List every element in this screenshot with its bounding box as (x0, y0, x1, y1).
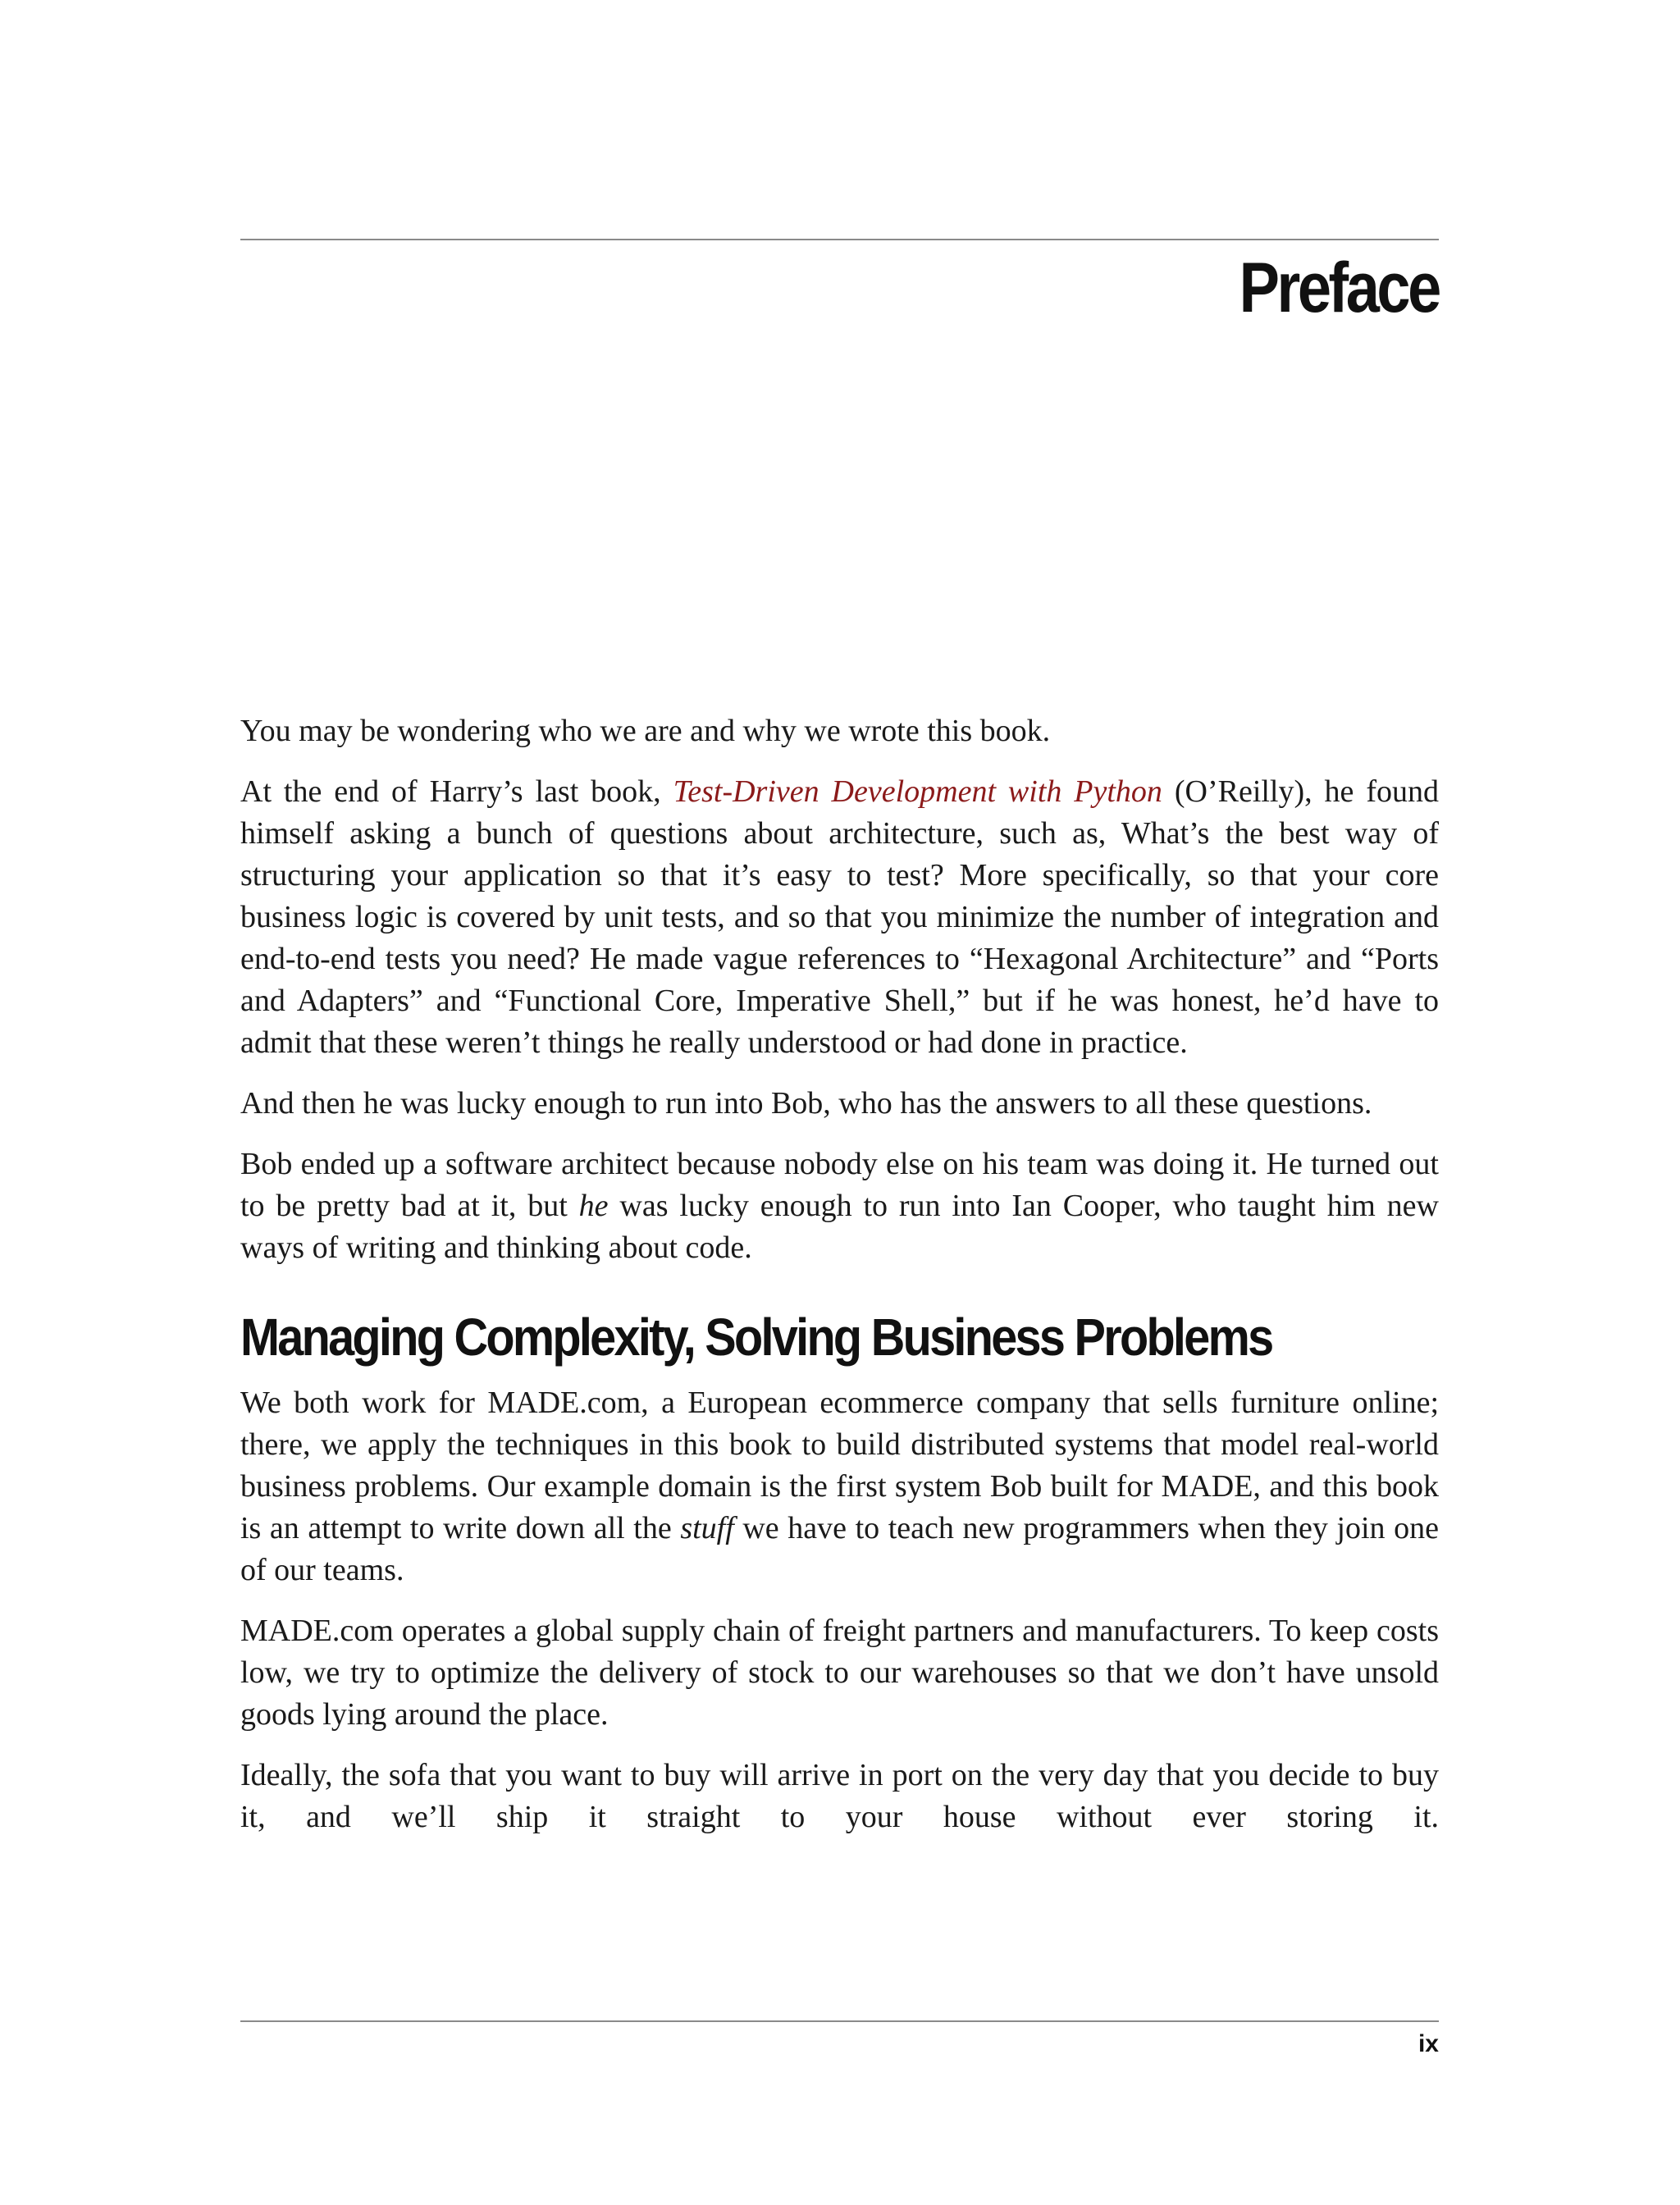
emphasis-he: he (578, 1189, 609, 1223)
paragraph-intro: You may be wondering who we are and why we wrote this book. (240, 714, 1051, 748)
paragraph-bob-text-end: was lucky enough to run into Ian Cooper, who taught him new ways of writing and thinking about code. (240, 1189, 1439, 1265)
paragraph-harry-text-start: At the end of Harry’s last book, (240, 774, 673, 809)
paragraph-harry-text-end: (O’Reilly), he found himself asking a bunch of questions about architecture, such as, What’s the best way of structuring your application so that it’s easy to test? More specifically, so that your core business logic is covered by unit tests, and so that you minimize the number of integration and end-to-end tests you need? He made vague references to “Hexagonal Architecture” and “Ports and Adapters” and “Functional Core, Imperative Shell,” but if he was honest, he’d have to admit that these weren’t things he really understood or had done in practice. (240, 774, 1439, 1060)
emphasis-stuff: stuff (680, 1511, 734, 1545)
paragraph-bob-architect (240, 1144, 1439, 1269)
tdd-book-link[interactable]: Test-Driven Development with Python (673, 774, 1162, 809)
chapter-title: Preface (1239, 249, 1439, 327)
paragraph-sofa: Ideally, the sofa that you want to buy will arrive in port on the very day that you decide to buy it, and we’ll ship it straight to your house without ever storing it. (240, 1758, 1439, 1834)
paragraph-supply-chain: MADE.com operates a global supply chain of freight partners and manufacturers. To keep costs low, we try to optimize the delivery of stock to our warehouses so that we don’t have unsold goods lying around the place. (240, 1614, 1439, 1732)
paragraph-made (240, 1382, 1439, 1591)
paragraph-made-text-end: we have to teach new programmers when they join one of our teams. (240, 1511, 1439, 1587)
page-number: ix (1418, 2030, 1439, 2057)
paragraph-made-text-start: We both work for MADE.com, a European ecommerce company that sells furniture online; there, we apply the techniques in this book to build distributed systems that model real-world business problems. Our example domain is the first system Bob built for MADE, and this book is an attempt to write down all the (240, 1386, 1439, 1545)
section-heading: Managing Complexity, Solving Business Problems (240, 1308, 1272, 1367)
paragraph-bob-intro: And then he was lucky enough to run into Bob, who has the answers to all these questions. (240, 1086, 1372, 1121)
paragraph-harry (240, 771, 1439, 1064)
footer-rule (240, 2020, 1439, 2022)
paragraph-bob-text-start: Bob ended up a software architect because nobody else on his team was doing it. He turned out to be pretty bad at it, but (240, 1147, 1439, 1223)
body-text (240, 710, 1439, 1857)
